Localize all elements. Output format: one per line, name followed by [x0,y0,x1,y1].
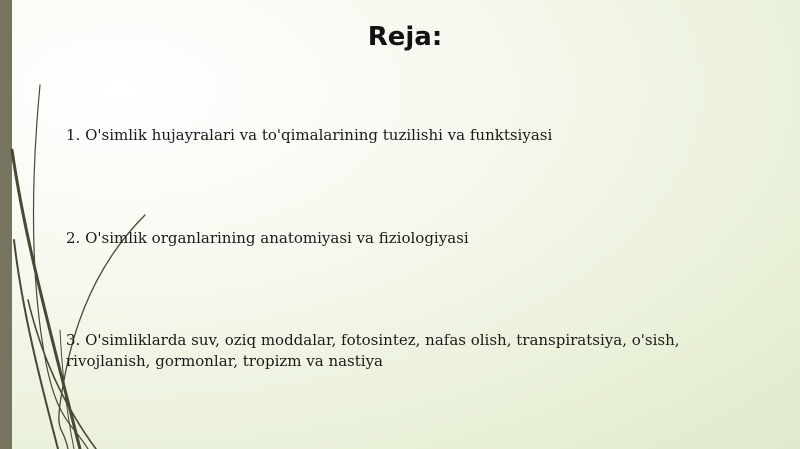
slide-title: Reja: [367,22,443,52]
plan-item-2: 2. O'simlik organlarining anatomiyasi va fiziologiyasi [66,229,469,247]
plan-item-1: 1. O'simlik hujayralari va to'qimalarining tuzilishi va funktsiyasi [66,126,553,144]
plan-item-3: 3. O'simliklarda suv, oziq moddalar, fotosintez, nafas olish, transpiratsiya, o'sish, rivojlanish, gormonlar, tropizm va nastiya [66,331,680,370]
